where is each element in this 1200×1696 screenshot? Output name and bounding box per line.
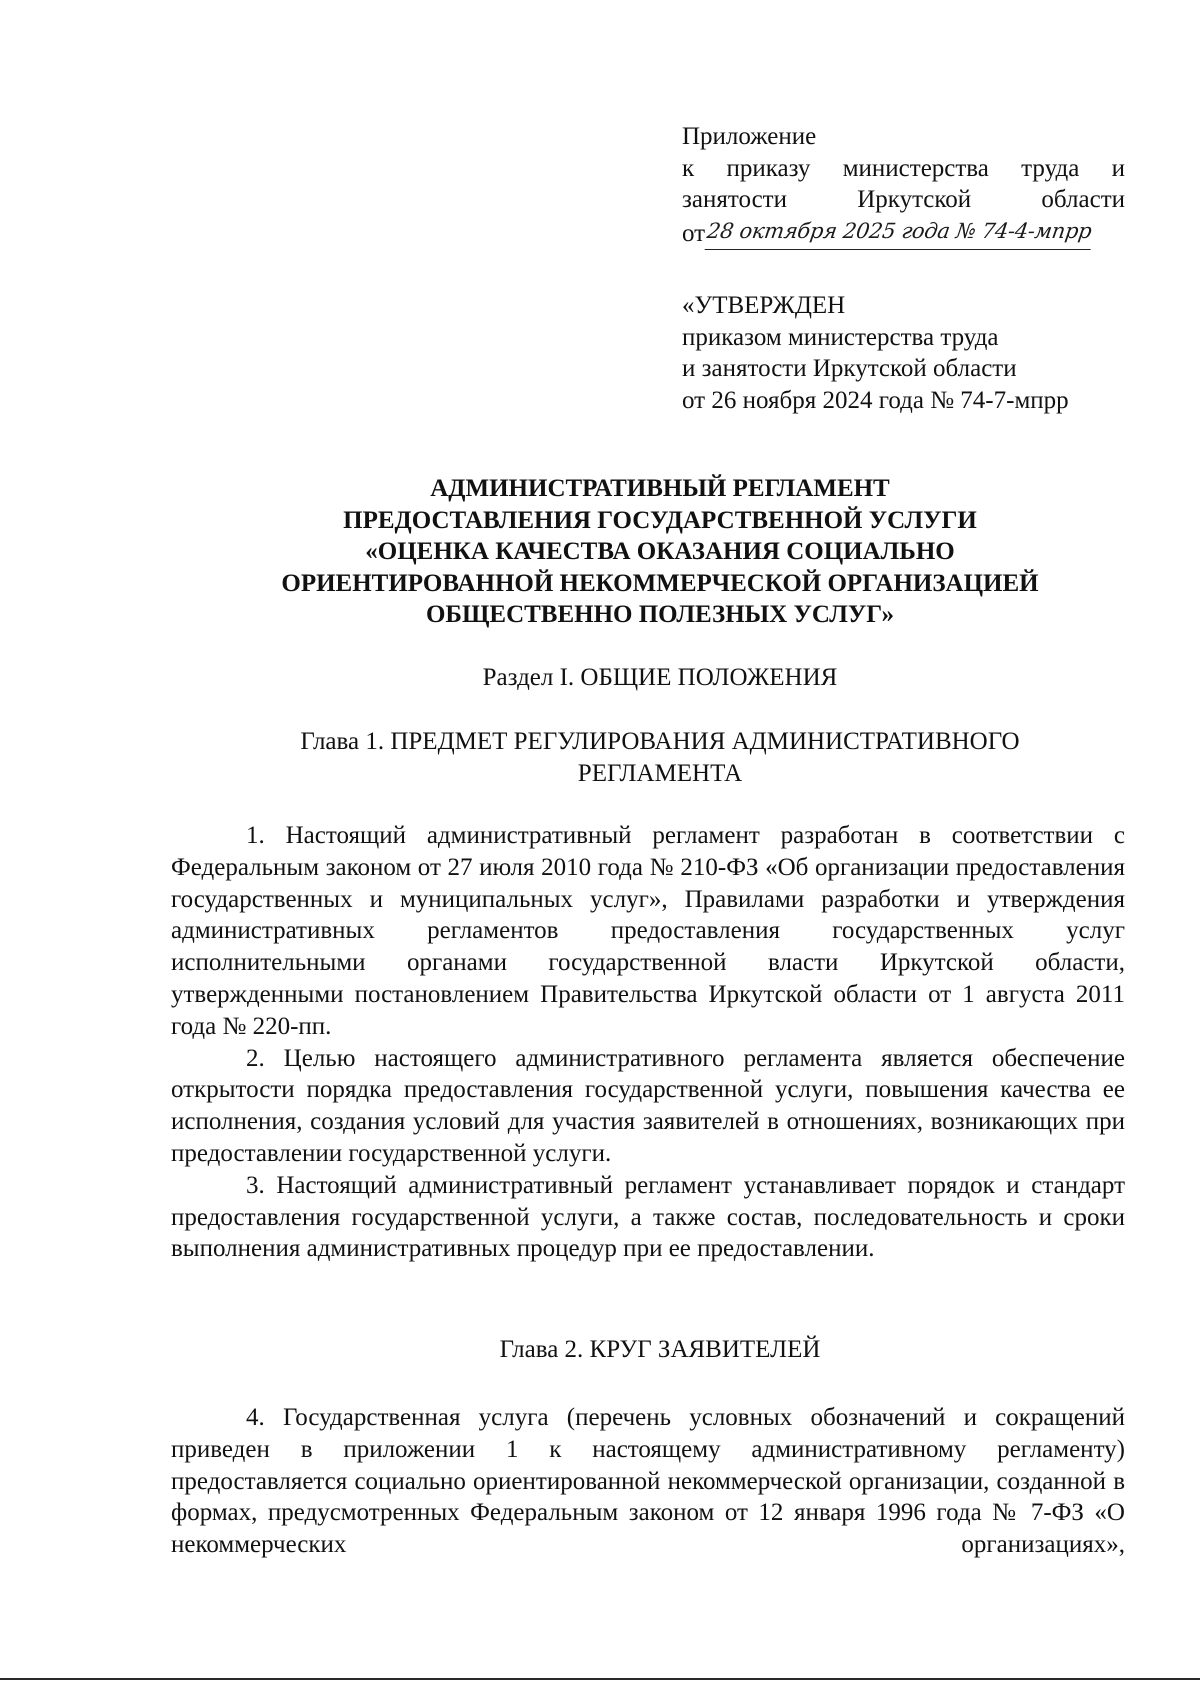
appendix-block	[682, 121, 1125, 249]
paragraph-1: 1. Настоящий административный регламент разработан в соответствии с Федеральным законом от 27 июля 2010 года № 210-ФЗ «Об организации предоставления государственных и муниципальных услуг», Правилами разработки и утверждения административных регламентов предоставления государственных услуг исполнительными органами государственной власти Иркутской области, утвержденными постановлением Правительства Иркутской области от 1 августа 2011 года № 220-пп.	[171, 822, 1125, 1040]
chapter-1-line-2: РЕГЛАМЕНТА	[577, 759, 743, 787]
paragraph-2: 2. Целью настоящего административного регламента является обеспечение открытости порядка предоставления государственной услуги, повышения качества ее исполнения, создания условий для участия заявителей в отношениях, возникающих при предоставлении государственной услуги.	[171, 1044, 1125, 1167]
title-line-4: ОРИЕНТИРОВАННОЙ НЕКОММЕРЧЕСКОЙ ОРГАНИЗАЦИЕЙ	[281, 569, 1039, 597]
appendix-date-prefix: от	[682, 219, 706, 247]
chapter-1-body	[171, 820, 1125, 1265]
chapter-1-line-1: Глава 1. ПРЕДМЕТ РЕГУЛИРОВАНИЯ АДМИНИСТРАТИВНОГО	[300, 728, 1020, 755]
title-line-5: ОБЩЕСТВЕННО ПОЛЕЗНЫХ УСЛУГ»	[425, 601, 895, 628]
paragraph-3: 3. Настоящий административный регламент устанавливает порядок и стандарт предоставления государственной услуги, а также состав, последовательность и сроки выполнения административных процедур при ее предоставлении.	[171, 1171, 1125, 1263]
section-heading: Раздел I. ОБЩИЕ ПОЛОЖЕНИЯ	[482, 664, 838, 691]
approved-block	[682, 290, 1125, 416]
paragraph-4: 4. Государственная услуга (перечень условных обозначений и сокращений приведен в приложении 1 к настоящему административному регламенту) предоставляется социально ориентированной некоммерческой организации, созданной в формах, предусмотренных Федеральным законом от 12 января 1996 года № 7-ФЗ «О некоммерческих организациях»,	[171, 1404, 1125, 1559]
title-line-3: «ОЦЕНКА КАЧЕСТВА ОКАЗАНИЯ СОЦИАЛЬНО	[365, 538, 955, 565]
approved-line-1: «УТВЕРЖДЕН	[682, 292, 846, 319]
chapter-2-heading: Глава 2. КРУГ ЗАЯВИТЕЛЕЙ	[499, 1336, 821, 1363]
appendix-title: Приложение	[682, 123, 817, 150]
title-line-1: АДМИНИСТРАТИВНЫЙ РЕГЛАМЕНТ	[430, 475, 890, 502]
approved-line-2: приказом министерства труда	[682, 323, 999, 351]
document-title	[160, 473, 1160, 631]
appendix-line-2: к приказу министерства труда и	[682, 154, 1125, 182]
chapter-1-heading	[160, 726, 1160, 789]
approved-line-4: от 26 ноября 2024 года № 74-7-мпрр	[682, 386, 1069, 414]
scan-edge-line	[0, 1678, 1200, 1680]
title-line-2: ПРЕДОСТАВЛЕНИЯ ГОСУДАРСТВЕННОЙ УСЛУГИ	[343, 506, 977, 534]
approved-line-3: и занятости Иркутской области	[682, 355, 1017, 382]
appendix-date-line	[682, 216, 1125, 250]
handwritten-date-number: 28 октября 2025 года № 74-4-мпрр	[705, 216, 1096, 250]
appendix-line-3: занятости Иркутской области	[682, 186, 1125, 213]
chapter-2-body	[171, 1402, 1125, 1561]
